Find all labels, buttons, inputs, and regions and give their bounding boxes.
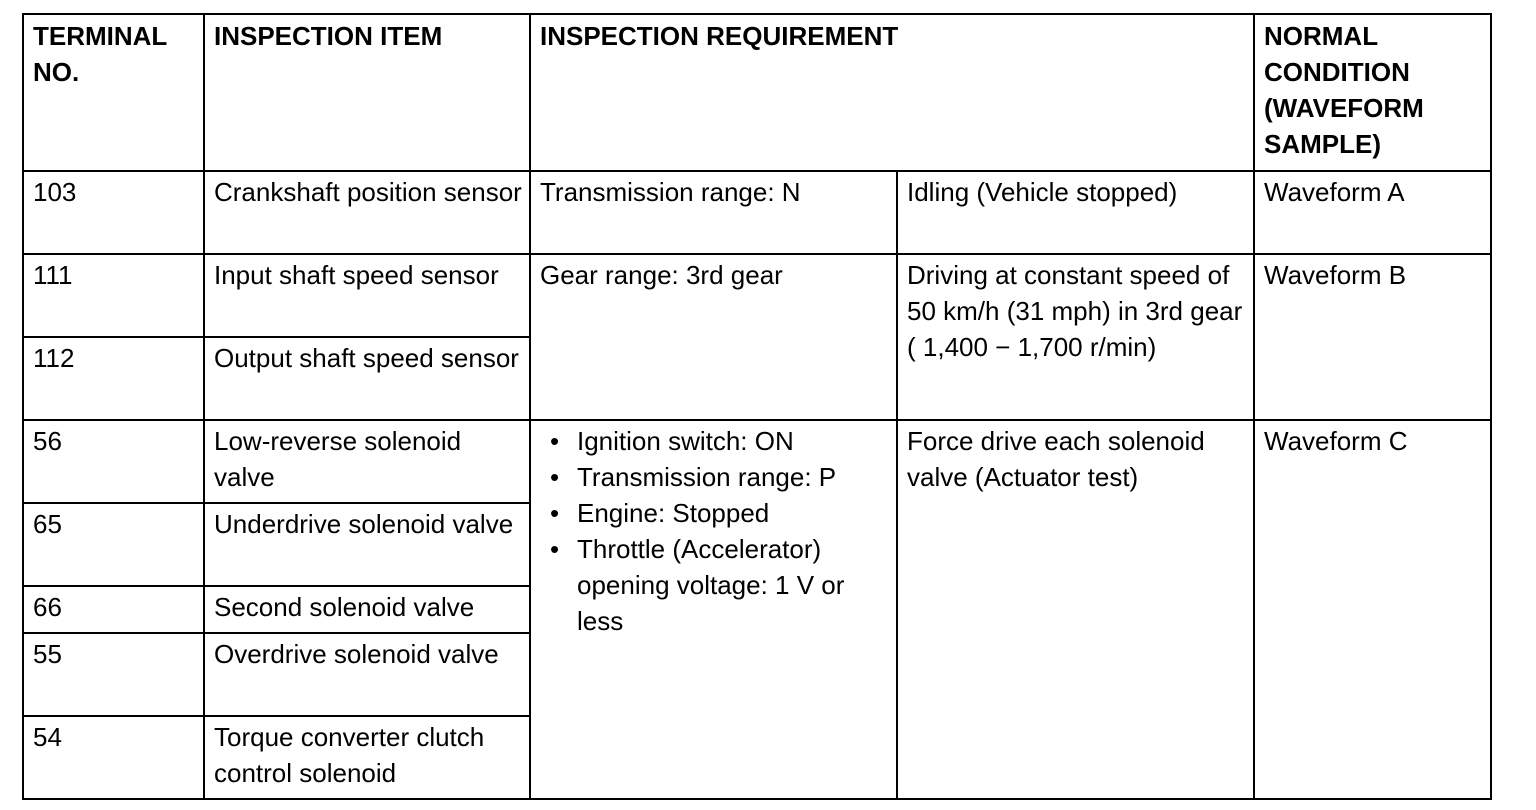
list-item-text: Transmission range: P [577, 462, 837, 492]
header-terminal-no: TERMINAL NO. [23, 14, 204, 171]
terminal-cell: 56 [23, 420, 204, 503]
header-inspection-requirement: INSPECTION REQUIREMENT [530, 14, 1254, 171]
condition-cell: Driving at constant speed of 50 km/h (31 mph) in 3rd gear ( 1,400 − 1,700 r/min) [897, 254, 1254, 420]
bullet-icon: • [550, 426, 560, 456]
list-item [540, 423, 890, 459]
list-item [540, 495, 890, 531]
terminal-cell: 111 [23, 254, 204, 337]
condition-cell: Idling (Vehicle stopped) [897, 171, 1254, 254]
waveform-cell: Waveform A [1254, 171, 1491, 254]
requirement-cell: Transmission range: N [530, 171, 897, 254]
inspection-table [22, 13, 1492, 800]
list-item [540, 459, 890, 495]
inspection-item-cell: Overdrive solenoid valve [204, 633, 530, 716]
header-inspection-item: INSPECTION ITEM [204, 14, 530, 171]
list-item-text: Ignition switch: ON [577, 426, 794, 456]
requirement-list [540, 423, 890, 639]
table-row [23, 171, 1491, 254]
list-item-text: Engine: Stopped [577, 498, 770, 528]
terminal-cell: 55 [23, 633, 204, 716]
list-item-text: Throttle (Accelerator) opening voltage: 1 V or less [577, 534, 845, 636]
list-item [540, 531, 890, 639]
bullet-icon: • [550, 462, 560, 492]
bullet-icon: • [550, 498, 560, 528]
terminal-cell: 66 [23, 586, 204, 633]
bullet-icon: • [550, 534, 560, 564]
table-row [23, 420, 1491, 503]
header-row [23, 14, 1491, 171]
table-row [23, 254, 1491, 337]
terminal-cell: 54 [23, 716, 204, 799]
terminal-cell: 65 [23, 503, 204, 586]
waveform-cell: Waveform C [1254, 420, 1491, 799]
inspection-item-cell: Input shaft speed sensor [204, 254, 530, 337]
inspection-item-cell: Torque converter clutch control solenoid [204, 716, 530, 799]
terminal-cell: 103 [23, 171, 204, 254]
terminal-cell: 112 [23, 337, 204, 420]
requirement-cell: Gear range: 3rd gear [530, 254, 897, 420]
inspection-item-cell: Low-reverse solenoid valve [204, 420, 530, 503]
condition-cell: Force drive each solenoid valve (Actuator test) [897, 420, 1254, 799]
inspection-item-cell: Crankshaft position sensor [204, 171, 530, 254]
requirement-list-cell [530, 420, 897, 799]
inspection-item-cell: Underdrive solenoid valve [204, 503, 530, 586]
inspection-item-cell: Output shaft speed sensor [204, 337, 530, 420]
header-normal-condition: NORMAL CONDITION (WAVEFORM SAMPLE) [1254, 14, 1491, 171]
waveform-cell: Waveform B [1254, 254, 1491, 420]
inspection-item-cell: Second solenoid valve [204, 586, 530, 633]
